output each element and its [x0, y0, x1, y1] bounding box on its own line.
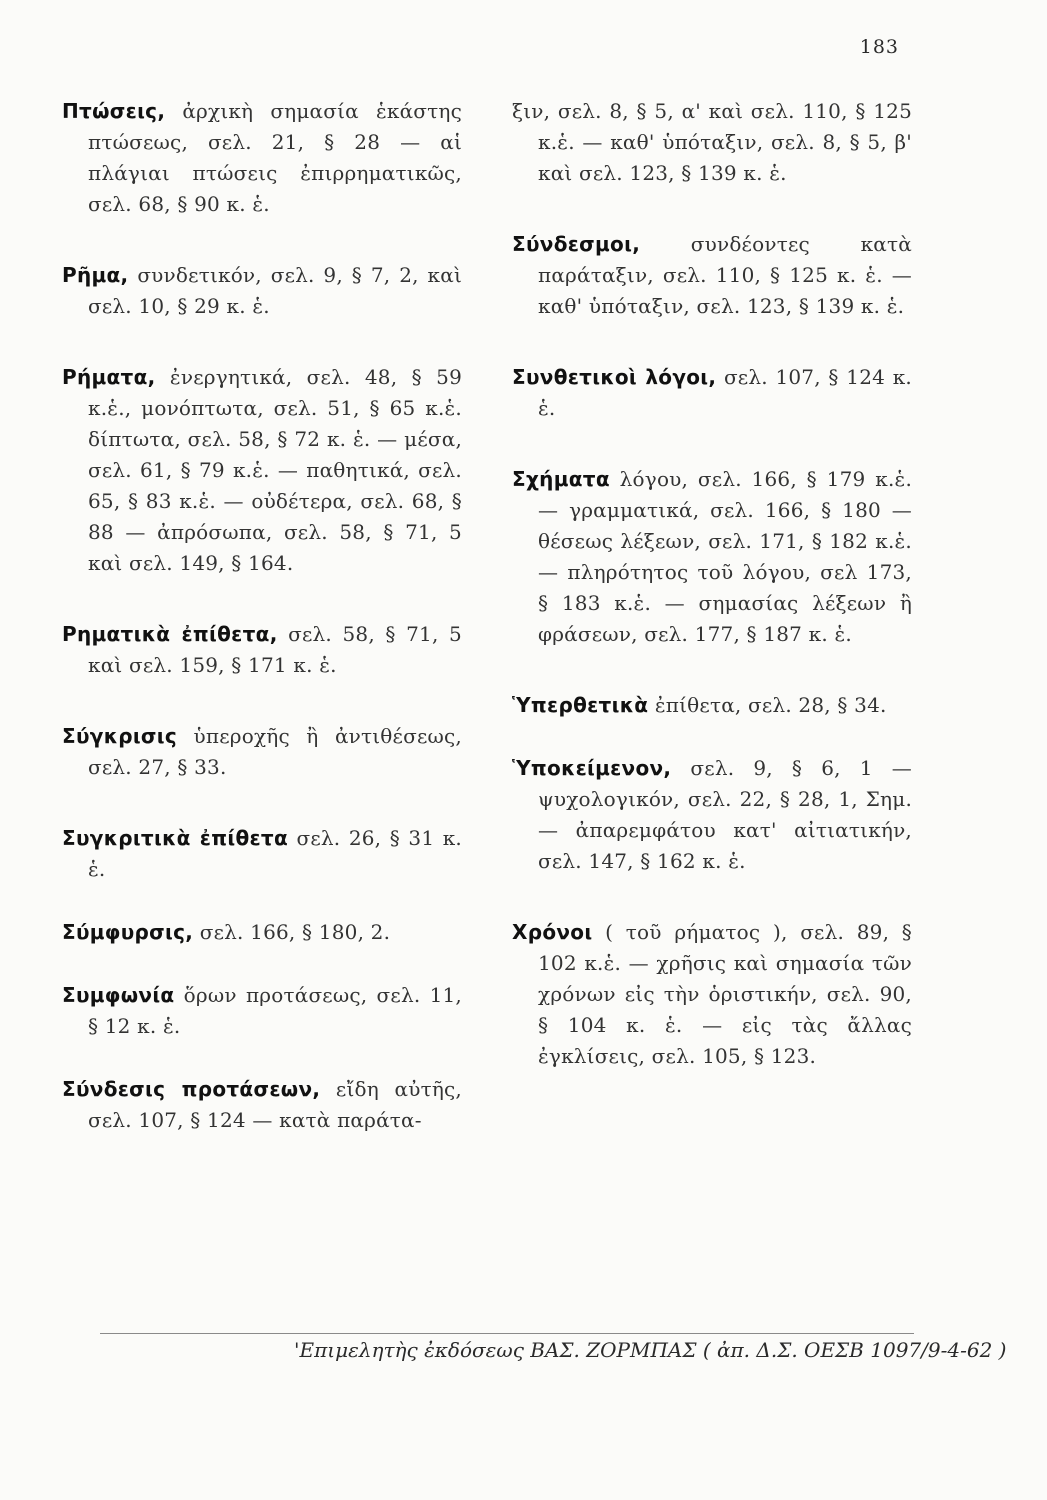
page-number: 183: [859, 36, 899, 58]
index-entry: [62, 980, 462, 1042]
index-entry: [62, 721, 462, 783]
index-references: σελ. 166, § 180, 2.: [193, 920, 391, 944]
index-references: ἐπίθετα, σελ. 28, § 34.: [648, 693, 887, 717]
index-term: Ρηματικὰ ἐπίθετα,: [62, 622, 278, 646]
index-term: Σύμφυρσις,: [62, 920, 194, 944]
index-term: Σύνδεσις προτάσεων,: [62, 1077, 321, 1101]
index-entry: [512, 229, 912, 322]
index-entry: [62, 917, 462, 948]
index-term: Ρήματα,: [62, 365, 156, 389]
footer-divider: [100, 1333, 914, 1334]
index-term: Πτώσεις,: [62, 99, 166, 123]
index-entry: [512, 917, 912, 1072]
index-term: Συνθετικοὶ λόγοι,: [512, 365, 717, 389]
index-term: Συμφωνία: [62, 983, 175, 1007]
index-entry-continuation: [512, 96, 912, 189]
index-references: ( τοῦ ρήματος ), σελ. 89, § 102 κ.ἑ. — χρῆσις καὶ σημασία τῶν χρόνων εἰς τὴν ὁριστικήν, σελ. 90, § 104 κ. ἑ. — εἰς τὰς ἄλλας ἐγκλίσεις, σελ. 105, § 123.: [538, 920, 912, 1068]
index-term: Σχήματα: [512, 467, 610, 491]
index-references: ἀρχικὴ σημασία ἑκάστης πτώσεως, σελ. 21, § 28 — αἱ πλάγιαι πτώσεις ἐπιρρηματικῶς, σελ. 68, § 90 κ. ἑ.: [88, 99, 462, 216]
index-references: εἴδη αὐτῆς, σελ. 107, § 124 — κατὰ παράτα-: [88, 1077, 462, 1132]
index-references: ξιν, σελ. 8, § 5, α' καὶ σελ. 110, § 125 κ.ἑ. — καθ' ὑπόταξιν, σελ. 8, § 5, β' καὶ σελ. 123, § 139 κ. ἑ.: [512, 99, 912, 185]
index-column-left: [62, 96, 462, 1136]
index-references: σελ. 107, § 124 κ. ἑ.: [538, 365, 912, 420]
publisher-footer: 'Επιμελητὴς ἐκδόσεως ΒΑΣ. ΖΟΡΜΠΑΣ ( ἀπ. Δ.Σ. ΟΕΣΒ 1097/9-4-62 ): [294, 1338, 1007, 1362]
index-term: Σύγκρισις: [62, 724, 178, 748]
index-references: συνδέοντες κατὰ παράταξιν, σελ. 110, § 125 κ. ἑ. — καθ' ὑπόταξιν, σελ. 123, § 139 κ. ἑ.: [538, 232, 912, 318]
index-entry: [62, 823, 462, 885]
index-term: Συγκριτικὰ ἐπίθετα: [62, 826, 289, 850]
index-term: Σύνδεσμοι,: [512, 232, 641, 256]
index-references: ὑπεροχῆς ἢ ἀντιθέσεως, σελ. 27, § 33.: [88, 724, 462, 779]
index-references: σελ. 9, § 6, 1 — ψυχολογικόν, σελ. 22, § 28, 1, Σημ. — ἀπαρεμφάτου κατ' αἰτιατικήν, σελ. 147, § 162 κ. ἑ.: [538, 756, 912, 873]
index-references: λόγου, σελ. 166, § 179 κ.ἑ. — γραμματικά, σελ. 166, § 180 — θέσεως λέξεων, σελ. 171, § 182 κ.ἑ. — πληρότητος τοῦ λόγου, σελ 173, § 183 κ.ἑ. — σημασίας λέξεων ἢ φράσεων, σελ. 177, § 187 κ. ἑ.: [538, 467, 912, 646]
index-term: Ὑποκείμενον,: [512, 756, 672, 780]
index-references: ἐνεργητικά, σελ. 48, § 59 κ.ἑ., μονόπτωτα, σελ. 51, § 65 κ.ἑ. δίπτωτα, σελ. 58, § 72 κ. ἑ. — μέσα, σελ. 61, § 79 κ.ἑ. — παθητικά, σελ. 65, § 83 κ.ἑ. — οὐδέτερα, σελ. 68, § 88 — ἀπρόσωπα, σελ. 58, § 71, 5 καὶ σελ. 149, § 164.: [88, 365, 462, 575]
index-term: Ρῆμα,: [62, 263, 129, 287]
index-references: σελ. 58, § 71, 5 καὶ σελ. 159, § 171 κ. ἑ.: [88, 622, 462, 677]
index-references: ὅρων προτάσεως, σελ. 11, § 12 κ. ἑ.: [88, 983, 462, 1038]
index-column-right: [512, 96, 912, 1072]
index-entry: [512, 362, 912, 424]
index-entry: [512, 753, 912, 877]
index-references: σελ. 26, § 31 κ. ἑ.: [88, 826, 462, 881]
index-entry: [62, 619, 462, 681]
index-references: συνδετικόν, σελ. 9, § 7, 2, καὶ σελ. 10, § 29 κ. ἑ.: [88, 263, 462, 318]
index-entry: [62, 96, 462, 220]
index-term: Χρόνοι: [512, 920, 593, 944]
index-entry: [62, 1074, 462, 1136]
index-entry: [62, 260, 462, 322]
index-entry: [512, 464, 912, 650]
index-term: Ὑπερθετικὰ: [512, 693, 649, 717]
index-entry: [512, 690, 912, 721]
index-entry: [62, 362, 462, 579]
